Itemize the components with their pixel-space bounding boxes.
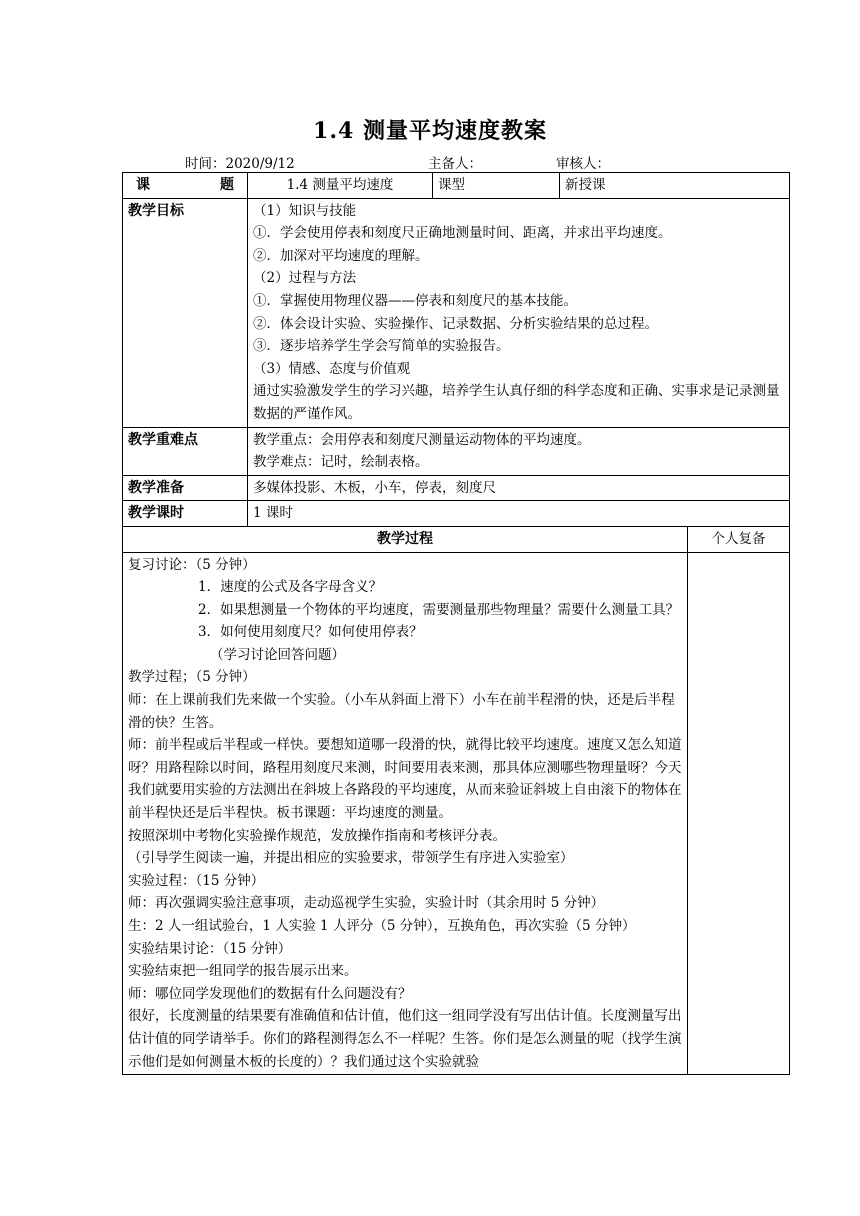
goal-line: （3）情感、态度与价值观 <box>253 360 411 377</box>
prep-row <box>123 475 790 501</box>
hours-row <box>123 501 790 527</box>
result-paragraph: 师：哪位同学发现他们的数据有什么问题没有？ <box>128 985 412 1002</box>
result-paragraph: 实验结束把一组同学的报告展示出来。 <box>128 963 358 980</box>
teach-paragraph: 师：前半程或后半程或一样快。要想知道哪一段滑的快，就得比较平均速度。速度又怎么知道呀？用路程除以时间，路程用刻度尺来测，时间要用表来测，那具体应测哪些物理量呀？今天我们就要用实验的方法测出在斜坡上各路段的平均速度，从而来验证斜坡上自由滚下的物体在前半程快还是后半程快。板书课题：平均速度的测量。 <box>128 737 682 822</box>
hours-value: 1 课时 <box>248 501 790 527</box>
focus-difficulty: 教学难点：记时，绘制表格。 <box>253 454 429 471</box>
goal-line: （2）过程与方法 <box>253 270 357 287</box>
goals-label: 教学目标 <box>123 198 248 427</box>
goal-line: ②．体会设计实验、实验操作、记录数据、分析实验结果的总过程。 <box>253 315 658 332</box>
experiment-heading: 实验过程：（15 分钟） <box>128 872 265 889</box>
teach-paragraph: 按照深圳中考物化实验操作规范，发放操作指南和考核评分表。 <box>128 827 506 844</box>
teach-paragraph: （引导学生阅读一遍，并提出相应的实验要求，带领学生有序进入实验室） <box>128 850 574 867</box>
focus-content <box>248 427 790 475</box>
teach-heading: 教学过程；（5 分钟） <box>128 669 256 686</box>
topic-label-cell <box>123 173 248 199</box>
goal-line: ①．学会使用停表和刻度尺正确地测量时间、距离，并求出平均速度。 <box>253 225 672 242</box>
teach-paragraph: 师：在上课前我们先来做一个实验。（小车从斜面上滑下）小车在前半程滑的快，还是后半程滑的快？生答。 <box>128 692 675 731</box>
hours-label: 教学课时 <box>123 501 248 527</box>
type-value: 新授课 <box>560 173 790 199</box>
question-note: （学习讨论回答问题） <box>210 646 345 663</box>
page-title: 1.4 测量平均速度教案 <box>313 118 547 144</box>
goals-row <box>123 198 790 427</box>
focus-label: 教学重难点 <box>123 427 248 475</box>
process-header-row <box>123 526 790 552</box>
process-content <box>123 552 688 1075</box>
personal-header: 个人复备 <box>688 526 790 552</box>
result-paragraph: 很好，长度测量的结果要有准确值和估计值，他们这一组同学没有写出估计值。长度测量写出估计值的同学请举手。你们的路程测得怎么不一样呢？生答。你们是怎么测量的呢（找学生演示他们是如何测量木板的长度的）？我们通过这个实验就验 <box>128 1008 682 1070</box>
result-heading: 实验结果讨论：（15 分钟） <box>128 940 292 957</box>
prep-label: 教学准备 <box>123 475 248 501</box>
focus-key: 教学重点：会用停表和刻度尺测量运动物体的平均速度。 <box>253 431 591 448</box>
goals-content <box>248 198 790 427</box>
question-3: 3．如何使用刻度尺？如何使用停表？ <box>198 624 423 641</box>
lesson-plan-table <box>122 172 790 1075</box>
experiment-paragraph: 师：再次强调实验注意事项，走动巡视学生实验，实验计时（其余用时 5 分钟） <box>128 895 605 912</box>
goal-line: 通过实验激发学生的学习兴趣，培养学生认真仔细的科学态度和正确、实事求是记录测量数据的严谨作风。 <box>253 383 780 422</box>
reviewer-field: 审核人： <box>556 156 610 172</box>
focus-row <box>123 427 790 475</box>
process-header: 教学过程 <box>123 526 688 552</box>
goal-line: ①．掌握使用物理仪器——停表和刻度尺的基本技能。 <box>253 292 577 309</box>
topic-row <box>123 173 790 199</box>
topic-label-part1: 课 <box>136 177 150 193</box>
personal-notes-cell <box>688 552 790 1075</box>
review-heading: 复习讨论：（5 分钟） <box>128 556 256 573</box>
goal-line: ②．加深对平均速度的理解。 <box>253 247 429 264</box>
topic-label-part2: 题 <box>220 177 234 193</box>
prep-value: 多媒体投影、木板，小车，停表，刻度尺 <box>248 475 790 501</box>
question-2: 2．如果想测量一个物体的平均速度，需要测量那些物理量？需要什么测量工具？ <box>198 601 680 618</box>
goal-line: ③．逐步培养学生学会写简单的实验报告。 <box>253 338 510 355</box>
type-label: 课型 <box>433 173 560 199</box>
preparer-field: 主备人： <box>428 156 482 172</box>
experiment-paragraph: 生：2 人一组试验台，1 人实验 1 人评分（5 分钟），互换角色，再次实验（5 分钟） <box>128 918 636 934</box>
process-row <box>123 552 790 1075</box>
topic-value: 1.4 测量平均速度 <box>248 173 433 199</box>
goal-line: （1）知识与技能 <box>253 202 357 219</box>
time-field: 时间：2020/9/12 <box>185 156 295 172</box>
question-1: 1．速度的公式及各字母含义？ <box>198 579 383 596</box>
